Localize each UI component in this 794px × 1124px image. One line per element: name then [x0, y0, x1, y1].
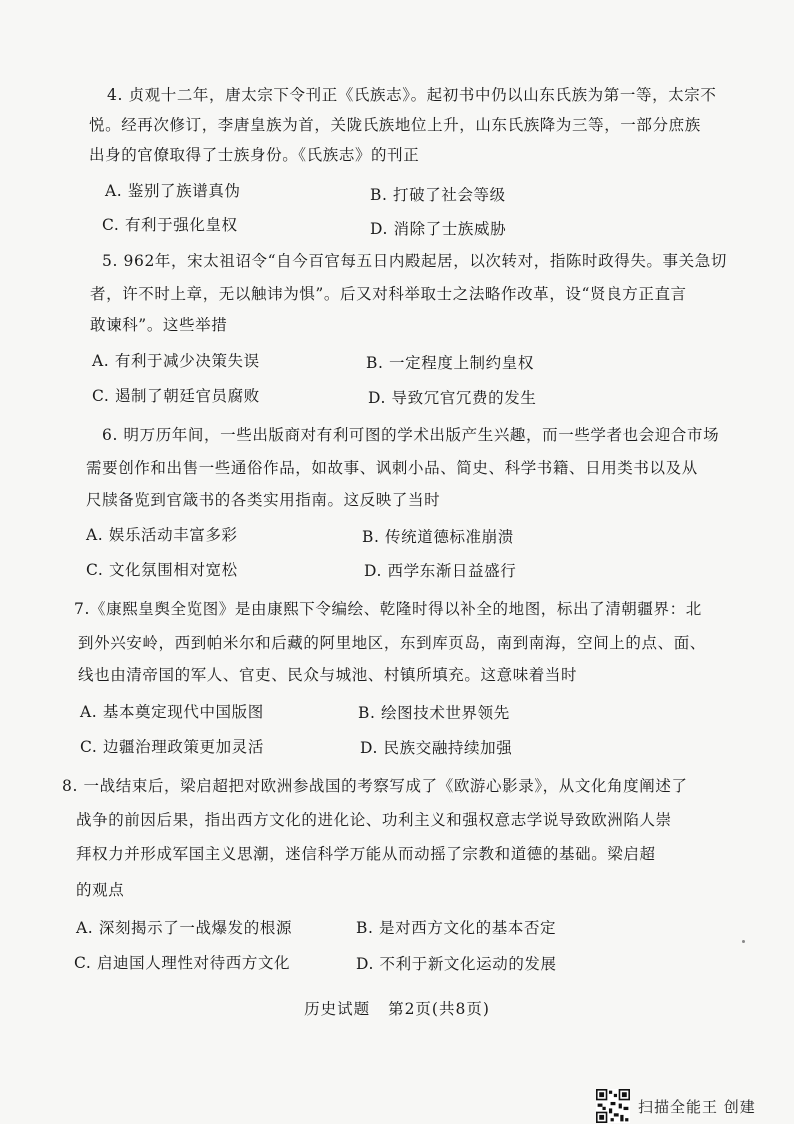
qr-code-icon	[596, 1089, 630, 1123]
question-text-line: 6. 明万历年间，一些出版商对有利可图的学术出版产生兴趣，而一些学者也会迎合市场	[102, 426, 720, 444]
option-a: A. 鉴别了族谱真伪	[105, 182, 241, 200]
footer-subject: 历史试题	[304, 1000, 371, 1018]
option-d: D. 西学东渐日益盛行	[364, 562, 517, 580]
option-c: C. 启迪国人理性对待西方文化	[74, 954, 291, 972]
option-b: B. 绘图技术世界领先	[358, 704, 510, 722]
option-c: C. 文化氛围相对宽松	[86, 561, 238, 579]
question-text-line: 线也由清帝国的军人、官吏、民众与城池、村镇所填充。这意味着当时	[78, 666, 578, 684]
option-d: D. 消除了士族威胁	[370, 220, 507, 238]
question-text-line: 尺牍备览到官箴书的各类实用指南。这反映了当时	[86, 491, 441, 509]
question-text-line: 的观点	[76, 881, 125, 899]
question-text-line: 需要创作和出售一些通俗作品，如故事、讽刺小品、简史、科学书籍、日用类书以及从	[86, 459, 698, 477]
question-text-line: 4. 贞观十二年，唐太宗下令刊正《氏族志》。起初书中仍以山东氏族为第一等，太宗不	[107, 86, 717, 104]
scanner-watermark	[596, 1089, 756, 1123]
option-b: B. 打破了社会等级	[370, 186, 506, 204]
option-d: D. 民族交融持续加强	[360, 739, 513, 757]
option-d: D. 导致冗官冗费的发生	[368, 389, 537, 407]
option-d: D. 不利于新文化运动的发展	[356, 955, 557, 973]
question-text-line: 敢谏科”。这些举措	[90, 316, 228, 334]
question-text-line: 出身的官僚取得了士族身份。《氏族志》的刊正	[89, 146, 420, 164]
question-text-line: 战争的前因后果，指出西方文化的进化论、功利主义和强权意志学说导致欧洲陷人崇	[76, 811, 672, 829]
option-b: B. 传统道德标准崩溃	[362, 528, 514, 546]
option-a: A. 深刻揭示了一战爆发的根源	[76, 919, 293, 937]
footer-page-number: 第2页(共8页)	[388, 1000, 490, 1018]
option-a: A. 基本奠定现代中国版图	[80, 703, 264, 721]
option-b: B. 是对西方文化的基本否定	[356, 919, 557, 937]
question-text-line: 到外兴安岭，西到帕米尔和后藏的阿里地区，东到库页岛，南到南海，空间上的点、面、	[78, 634, 706, 652]
option-c: C. 遏制了朝廷官员腐败	[92, 387, 260, 405]
option-b: B. 一定程度上制约皇权	[366, 354, 534, 372]
page-footer	[0, 997, 794, 1019]
option-c: C. 有利于强化皇权	[102, 216, 238, 234]
question-text-line: 者，许不时上章，无以触讳为惧”。后又对科举取士之法略作改革，设“贤良方正直言	[90, 285, 687, 303]
option-a: A. 娱乐活动丰富多彩	[86, 526, 238, 544]
scanner-label: 扫描全能王 创建	[638, 1097, 756, 1116]
question-text-line: 7.《康熙皇舆全览图》是由康熙下令编绘、乾隆时得以补全的地图，标出了清朝疆界：北	[74, 600, 702, 618]
question-text-line: 悦。经再次修订，李唐皇族为首，关陇氏族地位上升，山东氏族降为三等，一部分庶族	[89, 116, 701, 134]
scan-speck	[742, 940, 745, 943]
option-a: A. 有利于减少决策失误	[92, 352, 260, 370]
option-c: C. 边疆治理政策更加灵活	[80, 738, 264, 756]
question-text-line: 5. 962年，宋太祖诏令“自今百官每五日内殿起居，以次转对，指陈时政得失。事关急切	[102, 252, 727, 270]
question-text-line: 8. 一战结束后，梁启超把对欧洲参战国的考察写成了《欧游心影录》，从文化角度阐述了	[62, 777, 688, 795]
question-text-line: 拜权力并形成军国主义思潮，迷信科学万能从而动摇了宗教和道德的基础。梁启超	[76, 845, 656, 863]
